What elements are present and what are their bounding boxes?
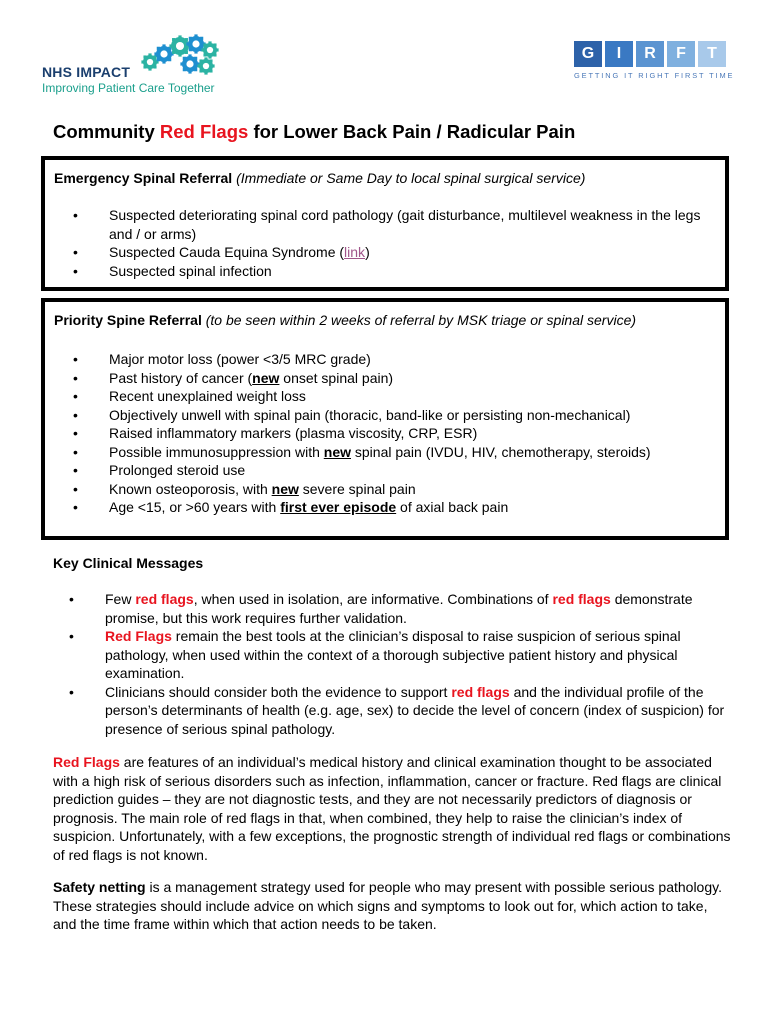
nhs-impact-logo <box>40 34 220 96</box>
red-flags-definition <box>53 753 733 864</box>
emergency-referral-box <box>41 156 729 291</box>
list-item <box>45 243 725 262</box>
text-run: remain the best tools at the clinician’s disposal to raise suspicion of serious spinal pathology, when used within the context of a thorough subjective patient history and physical examination. <box>105 628 681 681</box>
red-flags-term: red flags <box>552 591 611 607</box>
list-item: • Suspected spinal infection <box>45 262 725 281</box>
gears-icon <box>140 34 224 82</box>
red-flags-text: are features of an individual’s medical history and clinical examination thought to be associated with a high risk of serious disorders such as infection, inflammation, cancer or fracture. Red flags are clinical prediction guides – they are not diagnostic tests, and they are not necessarily predictors of diagnosis or prognosis. The main role of red flags in that, when combined, they help to raise the clinician’s index of suspicion. Unfortunately, with a few exceptions, the prognostic strength of individual red flags or combinations of red flags is not known. <box>53 754 731 863</box>
girft-letter: R <box>636 41 664 67</box>
girft-letter: G <box>574 41 602 67</box>
key-messages-heading: Key Clinical Messages <box>53 555 204 571</box>
priority-heading <box>54 312 636 328</box>
list-item: • Major motor loss (power <3/5 MRC grade) <box>45 350 651 369</box>
text-run: , when used in isolation, are informative. Combinations of <box>193 591 553 607</box>
red-flags-term: Red Flags <box>105 628 172 644</box>
title-prefix: Community <box>53 121 160 142</box>
list-item <box>41 683 731 739</box>
list-item: • Prolonged steroid use <box>45 461 651 480</box>
document-title <box>53 121 575 143</box>
emergency-heading <box>54 170 585 186</box>
text-run: Clinicians should consider both the evidence to support <box>105 683 452 700</box>
text-run: and the individual profile of the person’s determinants of health (e.g. age, sex) to decide the level of concern (index of suspicion) for presence of serious spinal pathology. <box>105 683 725 737</box>
item-text-after: onset spinal pain) <box>279 369 394 386</box>
safety-netting-definition <box>53 878 733 934</box>
priority-heading-note: (to be seen within 2 weeks of referral by MSK triage or spinal service) <box>205 312 637 328</box>
girft-letter: T <box>698 41 726 67</box>
list-item: • Raised inflammatory markers (plasma viscosity, CRP, ESR) <box>45 424 651 443</box>
emergency-heading-note: (Immediate or Same Day to local spinal surgical service) <box>236 170 586 186</box>
list-item <box>45 480 651 499</box>
item-emphasis: first ever episode <box>280 499 397 515</box>
gear-icon <box>197 57 214 74</box>
red-flags-term: red flags <box>451 683 510 700</box>
safety-netting-lead: Safety netting <box>53 879 146 895</box>
red-flags-lead: Red Flags <box>53 754 120 770</box>
gear-icon <box>180 54 199 73</box>
girft-logo <box>574 41 735 85</box>
gear-icon <box>201 41 218 58</box>
list-item <box>41 590 731 627</box>
item-text-before: Age <15, or >60 years with <box>109 499 281 515</box>
list-item: • Suspected deteriorating spinal cord pathology (gait disturbance, multilevel weakness in the legs and / or arms) <box>45 206 725 243</box>
item-emphasis: new <box>271 480 299 497</box>
item-emphasis: new <box>252 369 280 386</box>
list-item <box>45 369 651 388</box>
item-text-after: ) <box>365 244 370 260</box>
girft-letters <box>574 41 732 67</box>
girft-tagline: GETTING IT RIGHT FIRST TIME <box>574 71 735 80</box>
item-text-before: Possible immunosuppression with <box>109 443 324 460</box>
title-suffix: for Lower Back Pain / Radicular Pain <box>248 121 576 142</box>
cauda-equina-link[interactable]: link <box>344 244 366 260</box>
priority-referral-box <box>41 298 729 540</box>
item-text-after: spinal pain (IVDU, HIV, chemotherapy, steroids) <box>351 443 651 460</box>
girft-letter: F <box>667 41 695 67</box>
gear-icon <box>169 35 190 56</box>
text-run: Few <box>105 591 136 607</box>
list-item: • Objectively unwell with spinal pain (thoracic, band-like or persisting non-mechanical) <box>45 406 651 425</box>
list-item: • Recent unexplained weight loss <box>45 387 651 406</box>
emergency-list <box>45 206 725 280</box>
item-text-after: of axial back pain <box>396 499 509 515</box>
girft-letter: I <box>605 41 633 67</box>
safety-netting-text: is a management strategy used for people who may present with possible serious pathology. These strategies should include advice on which signs and symptoms to look out for, which action to take, and the time frame within which that action needs to be taken. <box>53 879 722 932</box>
emergency-heading-label: Emergency Spinal Referral <box>54 170 233 186</box>
red-flags-term: red flags <box>135 591 194 607</box>
nhs-logo-title: NHS IMPACT <box>42 64 131 80</box>
item-text-before: Suspected Cauda Equina Syndrome ( <box>109 244 345 260</box>
item-emphasis: new <box>323 443 351 460</box>
priority-list <box>45 350 651 517</box>
item-text-after: severe spinal pain <box>298 480 416 497</box>
list-item <box>45 443 651 462</box>
text-run: demonstrate promise, but this work requires further validation. <box>105 591 693 626</box>
list-item <box>41 627 731 683</box>
nhs-logo-subtitle: Improving Patient Care Together <box>42 81 215 95</box>
item-text-before: Known osteoporosis, with <box>109 480 272 497</box>
list-item <box>45 498 651 517</box>
item-text-before: Past history of cancer ( <box>109 369 253 386</box>
priority-heading-label: Priority Spine Referral <box>54 312 202 328</box>
gear-icon <box>141 53 158 70</box>
title-highlight: Red Flags <box>159 121 249 142</box>
key-messages-list <box>41 590 731 738</box>
